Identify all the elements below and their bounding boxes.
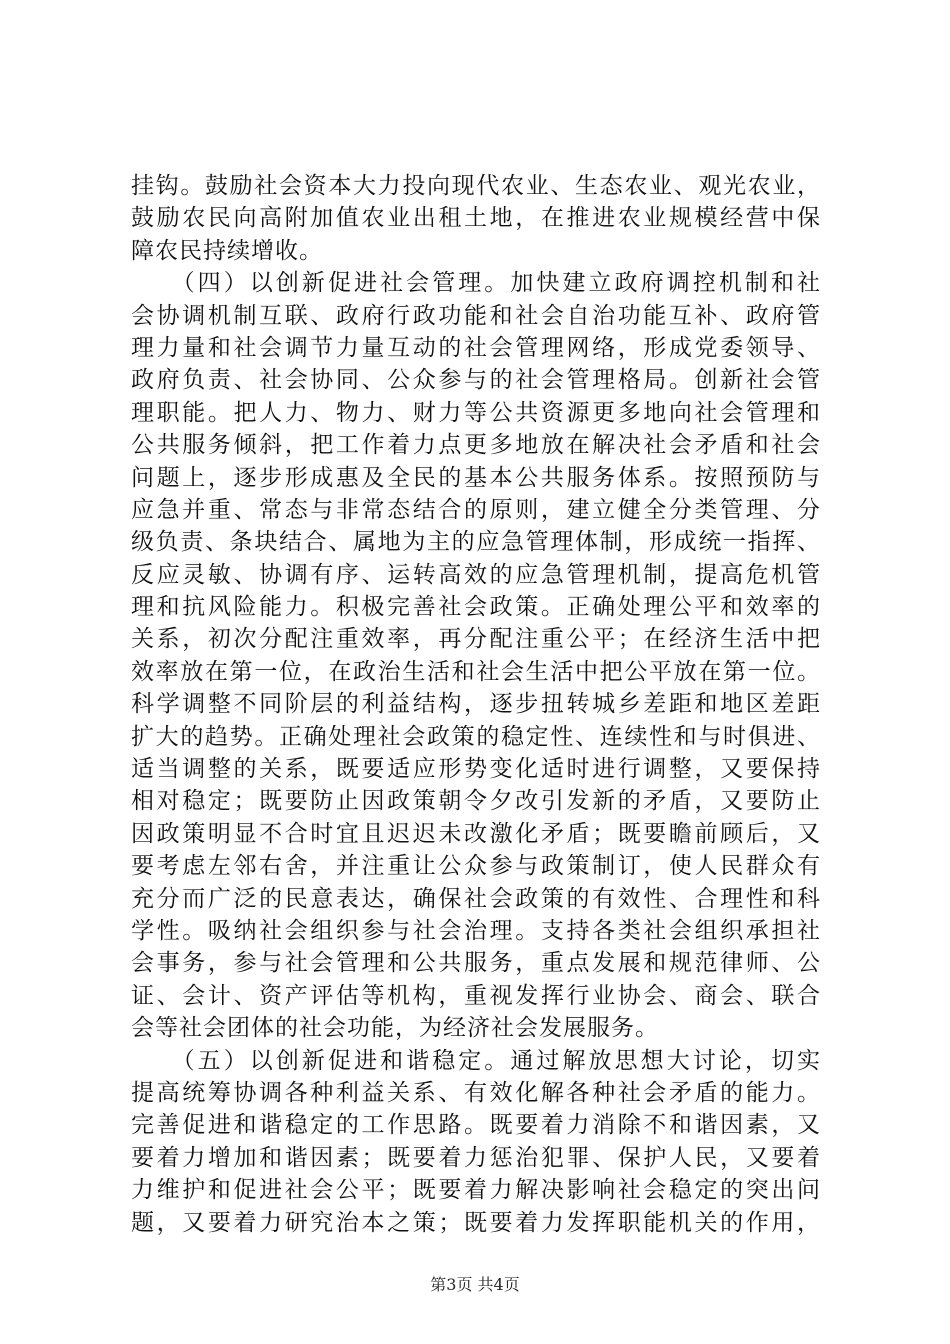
text-line: 会等社会团体的社会功能，为经济社会发展服务。 (131, 1015, 659, 1042)
text-line: 会协调机制互联、政府行政功能和社会自治功能互补、政府管 (131, 302, 821, 329)
text-line: 理力量和社会调节力量互动的社会管理网络，形成党委领导、 (131, 334, 821, 361)
text-line: 应急并重、常态与非常态结合的原则，建立健全分类管理、分 (131, 496, 821, 523)
text-line: 障农民持续增收。 (131, 237, 323, 264)
text-line: 要着力增加和谐因素；既要着力惩治犯罪、保护人民，又要着 (131, 1144, 821, 1171)
body-text (131, 170, 821, 1239)
text-line: 提高统筹协调各种利益关系、有效化解各种社会矛盾的能力。 (131, 1079, 821, 1106)
text-line: 级负责、条块结合、属地为主的应急管理体制，形成统一指挥、 (131, 529, 821, 556)
text-line: 扩大的趋势。正确处理社会政策的稳定性、连续性和与时俱进、 (131, 723, 821, 750)
page-number-footer: 第3页 共4页 (430, 1275, 520, 1294)
text-line: 完善促进和谐稳定的工作思路。既要着力消除不和谐因素，又 (131, 1112, 821, 1139)
text-line: 科学调整不同阶层的利益结构，逐步扭转城乡差距和地区差距 (131, 691, 821, 718)
text-line: （五）以创新促进和谐稳定。通过解放思想大讨论，切实 (131, 1047, 821, 1074)
text-line: 关系，初次分配注重效率，再分配注重公平；在经济生活中把 (131, 626, 821, 653)
text-line: 公共服务倾斜，把工作着力点更多地放在解决社会矛盾和社会 (131, 432, 821, 459)
text-line: 效率放在第一位，在政治生活和社会生活中把公平放在第一位。 (131, 658, 821, 685)
text-line: 因政策明显不合时宜且迟迟未改激化矛盾；既要瞻前顾后，又 (131, 820, 821, 847)
text-line: 理职能。把人力、物力、财力等公共资源更多地向社会管理和 (131, 399, 821, 426)
text-line: 反应灵敏、协调有序、运转高效的应急管理机制，提高危机管 (131, 561, 821, 588)
text-line: 要考虑左邻右舍，并注重让公众参与政策制订，使人民群众有 (131, 853, 821, 880)
text-line: （四）以创新促进社会管理。加快建立政府调控机制和社 (131, 270, 821, 297)
text-line: 充分而广泛的民意表达，确保社会政策的有效性、合理性和科 (131, 885, 821, 912)
text-line: 鼓励农民向高附加值农业出租土地，在推进农业规模经营中保 (131, 205, 821, 232)
text-line: 政府负责、社会协同、公众参与的社会管理格局。创新社会管 (131, 367, 821, 394)
text-line: 题，又要着力研究治本之策；既要着力发挥职能机关的作用， (131, 1209, 821, 1236)
text-line: 理和抗风险能力。积极完善社会政策。正确处理公平和效率的 (131, 594, 821, 621)
text-line: 适当调整的关系，既要适应形势变化适时进行调整，又要保持 (131, 756, 821, 783)
text-line: 学性。吸纳社会组织参与社会治理。支持各类社会组织承担社 (131, 917, 821, 944)
text-line: 力维护和促进社会公平；既要着力解决影响社会稳定的突出问 (131, 1177, 821, 1204)
text-line: 会事务，参与社会管理和公共服务，重点发展和规范律师、公 (131, 950, 821, 977)
text-line: 问题上，逐步形成惠及全民的基本公共服务体系。按照预防与 (131, 464, 821, 491)
text-line: 挂钩。鼓励社会资本大力投向现代农业、生态农业、观光农业， (131, 173, 821, 199)
text-line: 证、会计、资产评估等机构，重视发挥行业协会、商会、联合 (131, 982, 821, 1009)
text-line: 相对稳定；既要防止因政策朝令夕改引发新的矛盾，又要防止 (131, 788, 821, 815)
